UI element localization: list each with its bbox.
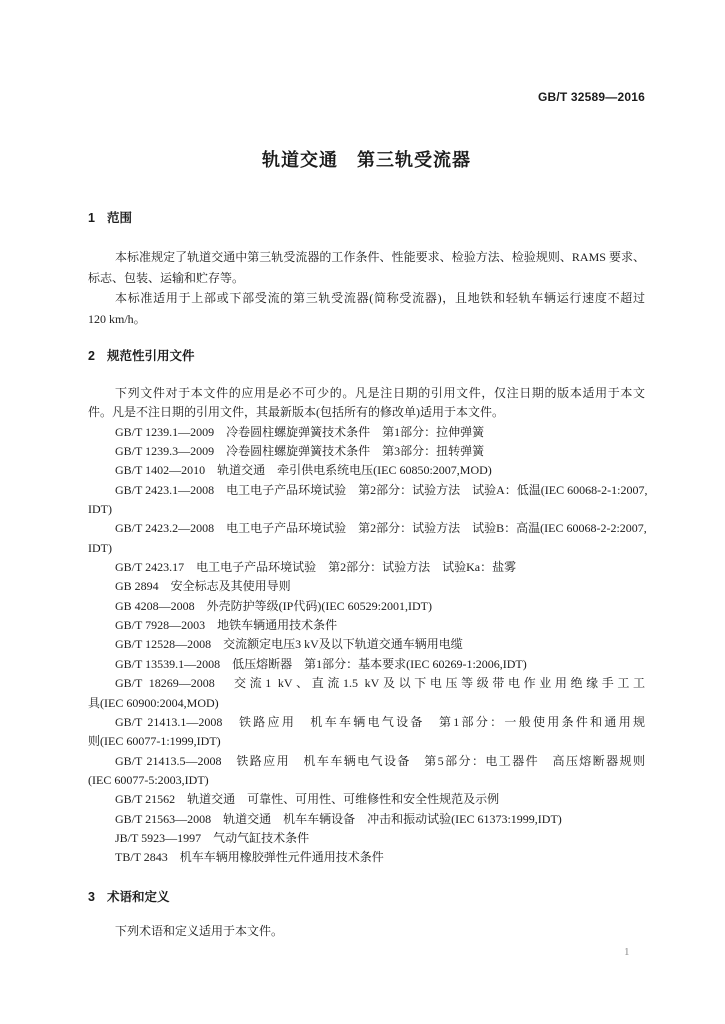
- paragraph-line: 标志、包装、运输和贮存等。: [88, 270, 245, 285]
- reference-item: [88, 713, 645, 752]
- reference-item: [88, 752, 645, 791]
- paragraph-line: 本标准规定了轨道交通中第三轨受流器的工作条件、性能要求、检验方法、检验规则、RAMS 要求、: [115, 250, 645, 264]
- reference-item: [88, 519, 645, 558]
- reference-line: (IEC 60077-5:2003,IDT): [88, 772, 209, 787]
- paragraph-line: 下列文件对于本文件的应用是必不可少的。凡是注日期的引用文件，仅注日期的版本适用于本文: [115, 386, 645, 400]
- section-3-body: [88, 922, 645, 941]
- section-heading-scope: [88, 210, 132, 226]
- reference-line: 具(IEC 60900:2004,MOD): [88, 695, 219, 710]
- reference-line: GB/T 1239.3—2009 冷卷圆柱螺旋弹簧技术条件 第3部分：扭转弹簧: [115, 444, 485, 459]
- document-title: 轨道交通 第三轨受流器: [262, 150, 471, 170]
- reference-line: GB/T 21563—2008 轨道交通 机车车辆设备 冲击和振动试验(IEC 61373:1999,IDT): [115, 811, 562, 826]
- section-heading-terms-and-definitions: [88, 889, 169, 905]
- section-2-body: [88, 384, 648, 868]
- section-title: 范围: [106, 211, 132, 225]
- reference-line: GB/T 18269—2008 交流1 kV、直流1.5 kV及以下电压等级带电作业用绝缘手工工: [115, 676, 645, 691]
- reference-item: [88, 616, 645, 635]
- reference-item: [88, 635, 645, 654]
- section-heading-normative-references: [88, 348, 194, 364]
- section-number: 2: [88, 349, 95, 363]
- reference-line: IDT): [88, 502, 112, 517]
- reference-line: TB/T 2843 机车车辆用橡胶弹性元件通用技术条件: [115, 850, 384, 865]
- reference-line: GB 2894 安全标志及其使用导则: [115, 579, 291, 594]
- reference-line: GB/T 2423.2—2008 电工电子产品环境试验 第2部分：试验方法 试验B：高温(IEC 60068-2-2:2007,: [115, 521, 647, 536]
- reference-item: [88, 558, 645, 577]
- reference-item: [88, 442, 645, 461]
- paragraph-line: 本标准适用于上部或下部受流的第三轨受流器(简称受流器)，且地铁和轻轨车辆运行速度不超过: [115, 291, 645, 305]
- reference-line: IDT): [88, 540, 112, 555]
- reference-line: GB/T 21413.5—2008 铁路应用 机车车辆电气设备 第5部分：电工器件 高压熔断器规则: [115, 753, 645, 768]
- section-1-body: [88, 247, 645, 329]
- reference-line: GB 4208—2008 外壳防护等级(IP代码)(IEC 60529:2001,IDT): [115, 598, 432, 613]
- standard-number-header: GB/T 32589—2016: [537, 90, 645, 104]
- reference-item: [88, 481, 648, 520]
- paragraph: [88, 384, 645, 423]
- paragraph: [88, 247, 645, 288]
- paragraph: [88, 288, 645, 329]
- page-number: 1: [624, 946, 630, 958]
- reference-item: [88, 461, 645, 480]
- paragraph-line: 120 km/h。: [88, 311, 146, 326]
- reference-line: JB/T 5923—1997 气动气缸技术条件: [115, 830, 310, 845]
- reference-line: GB/T 1402—2010 轨道交通 牵引供电系统电压(IEC 60850:2007,MOD): [115, 463, 492, 478]
- reference-line: GB/T 21413.1—2008 铁路应用 机车车辆电气设备 第1部分：一般使用条件和通用规: [115, 714, 645, 729]
- reference-item: [88, 790, 645, 809]
- reference-list: [88, 423, 648, 868]
- reference-line: GB/T 2423.1—2008 电工电子产品环境试验 第2部分：试验方法 试验A：低温(IEC 60068-2-1:2007,: [115, 482, 648, 497]
- reference-line: 则(IEC 60077-1:1999,IDT): [88, 734, 221, 749]
- reference-line: GB/T 2423.17 电工电子产品环境试验 第2部分：试验方法 试验Ka：盐雾: [115, 560, 517, 575]
- reference-item: [88, 674, 645, 713]
- reference-line: GB/T 12528—2008 交流额定电压3 kV及以下轨道交通车辆用电缆: [115, 637, 463, 652]
- section-number: 1: [88, 211, 95, 225]
- reference-line: GB/T 13539.1—2008 低压熔断器 第1部分：基本要求(IEC 60269-1:2006,IDT): [115, 656, 527, 671]
- paragraph-line: 下列术语和定义适用于本文件。: [115, 924, 284, 938]
- section-title: 术语和定义: [106, 890, 170, 904]
- paragraph-line: 件。凡是不注日期的引用文件，其最新版本(包括所有的修改单)适用于本文件。: [88, 405, 504, 420]
- reference-item: [88, 577, 645, 596]
- reference-item: [88, 597, 645, 616]
- reference-item: [88, 810, 645, 829]
- reference-item: [88, 655, 645, 674]
- reference-line: GB/T 7928—2003 地铁车辆通用技术条件: [115, 618, 338, 633]
- section-number: 3: [88, 890, 95, 904]
- paragraph: [88, 922, 645, 941]
- reference-line: GB/T 21562 轨道交通 可靠性、可用性、可维修性和安全性规范及示例: [115, 792, 500, 807]
- reference-item: [88, 848, 645, 867]
- reference-item: [88, 829, 645, 848]
- reference-item: [88, 423, 645, 442]
- section-title: 规范性引用文件: [106, 349, 195, 363]
- reference-line: GB/T 1239.1—2009 冷卷圆柱螺旋弹簧技术条件 第1部分：拉伸弹簧: [115, 424, 485, 439]
